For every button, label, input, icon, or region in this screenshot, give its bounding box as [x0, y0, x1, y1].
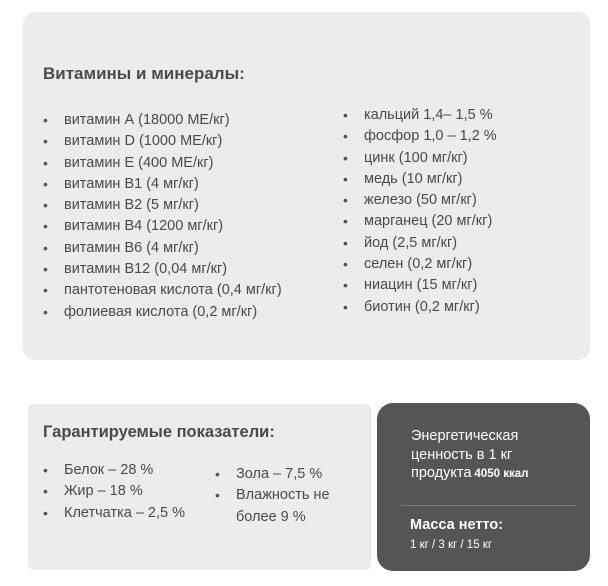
bullet-icon: •: [43, 261, 48, 278]
bullet-icon: •: [215, 487, 220, 504]
list-item: • кальций 1,4– 1,5 %: [343, 105, 497, 126]
bullet-icon: •: [43, 504, 48, 521]
guaranteed-values-right-list: [215, 464, 330, 528]
bullet-icon: •: [343, 277, 348, 294]
list-item: • витамин В12 (0,04 мг/кг): [43, 259, 282, 280]
list-item: • биотин (0,2 мг/кг): [343, 297, 497, 318]
bullet-icon: •: [43, 154, 48, 171]
bullet-icon: •: [343, 128, 348, 145]
list-item: • йод (2,5 мг/кг): [343, 233, 497, 254]
bullet-icon: •: [343, 192, 348, 209]
bullet-icon: •: [43, 218, 48, 235]
list-item: • витамин А (18000 МЕ/кг): [43, 110, 282, 131]
list-item: • селен (0,2 мг/кг): [343, 254, 497, 275]
list-item: • витамин Е (400 МЕ/кг): [43, 153, 282, 174]
list-item-continuation: более 9 %: [236, 508, 306, 525]
net-weight-value: 1 кг / 3 кг / 15 кг: [410, 539, 493, 551]
vitamins-minerals-panel: [23, 12, 590, 360]
list-item: • Зола – 7,5 %: [215, 464, 330, 485]
bullet-icon: •: [43, 197, 48, 214]
bullet-icon: •: [43, 239, 48, 256]
energy-value-text: Энергетическая ценность в 1 кг продукта 4050 ккал: [411, 428, 529, 481]
list-item: • витамин В1 (4 мг/кг): [43, 174, 282, 195]
list-item: • фосфор 1,0 – 1,2 %: [343, 126, 497, 147]
bullet-icon: •: [343, 170, 348, 187]
bullet-icon: •: [343, 149, 348, 166]
vitamins-minerals-title: Витамины и минералы:: [43, 64, 245, 83]
guaranteed-values-left-list: [43, 460, 185, 524]
minerals-list: [343, 105, 497, 318]
bullet-icon: •: [215, 466, 220, 482]
list-item: • витамин D (1000 МЕ/кг): [43, 131, 282, 152]
bullet-icon: •: [43, 282, 48, 299]
vitamins-list: [43, 110, 282, 323]
list-item: • фолиевая кислота (0,2 мг/кг): [43, 302, 282, 323]
list-item: • железо (50 мг/кг): [343, 190, 497, 211]
guaranteed-values-panel: [28, 404, 371, 570]
net-weight-title: Масса нетто:: [410, 517, 504, 533]
bullet-icon: •: [343, 298, 348, 315]
guaranteed-values-title: Гарантируемые показатели:: [43, 423, 275, 441]
list-item: • Жир – 18 %: [43, 481, 185, 502]
energy-value: 4050 ккал: [474, 468, 529, 480]
list-item: • пантотеновая кислота (0,4 мг/кг): [43, 280, 282, 301]
energy-mass-card: [377, 403, 590, 571]
list-item: • Белок – 28 %: [43, 460, 185, 481]
list-item: • ниацин (15 мг/кг): [343, 275, 497, 296]
bullet-icon: •: [343, 234, 348, 251]
bullet-icon: •: [343, 256, 348, 273]
bullet-icon: •: [343, 213, 348, 230]
bullet-icon: •: [43, 112, 48, 128]
bullet-icon: •: [43, 133, 48, 150]
bullet-icon: •: [43, 462, 48, 478]
list-item: • витамин В4 (1200 мг/кг): [43, 216, 282, 237]
list-item: • витамин В6 (4 мг/кг): [43, 238, 282, 259]
divider: [401, 505, 576, 506]
list-item: • Влажность не: [215, 485, 330, 506]
list-item: • Клетчатка – 2,5 %: [43, 503, 185, 524]
bullet-icon: •: [43, 483, 48, 500]
bullet-icon: •: [343, 107, 348, 123]
list-item: • витамин В2 (5 мг/кг): [43, 195, 282, 216]
list-item: • медь (10 мг/кг): [343, 169, 497, 190]
list-item: • цинк (100 мг/кг): [343, 148, 497, 169]
bullet-icon: •: [43, 175, 48, 192]
bullet-icon: •: [43, 303, 48, 320]
list-item: • марганец (20 мг/кг): [343, 211, 497, 232]
